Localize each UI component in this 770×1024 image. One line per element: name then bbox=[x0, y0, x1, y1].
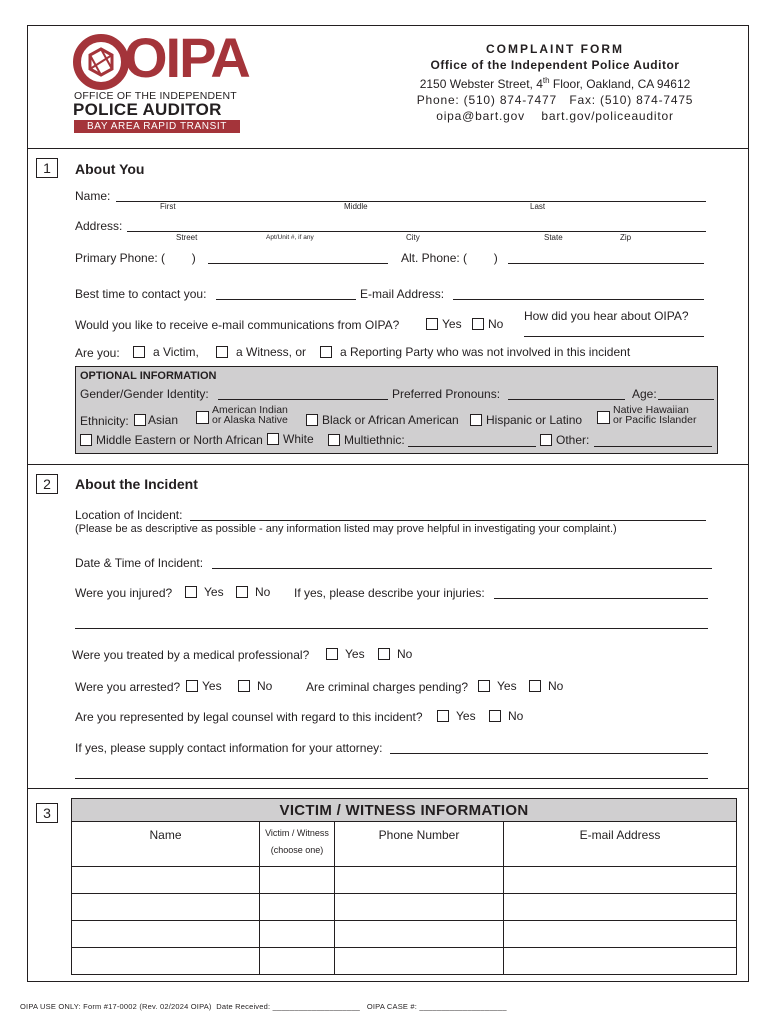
vw-email-cell[interactable] bbox=[504, 921, 737, 948]
office-name: Office of the Independent Police Auditor bbox=[430, 58, 680, 72]
ethnicity-other[interactable]: Other: bbox=[540, 433, 589, 447]
charges-yes-checkbox[interactable] bbox=[478, 680, 490, 692]
footer-date-received: Date Received: ____________________ bbox=[216, 1002, 360, 1011]
section-1-number: 1 bbox=[36, 158, 58, 178]
charges-question: Are criminal charges pending? bbox=[306, 680, 469, 694]
email-comm-question: Would you like to receive e-mail communications from OIPA? bbox=[75, 318, 400, 332]
pronouns-label: Preferred Pronouns: bbox=[392, 387, 501, 401]
counsel-question: Are you represented by legal counsel with regard to this incident? bbox=[75, 710, 423, 724]
role-reporting-party-checkbox[interactable] bbox=[320, 346, 332, 358]
name-first-caption: First bbox=[160, 202, 176, 211]
vw-type-cell[interactable] bbox=[260, 867, 335, 894]
vw-email-cell[interactable] bbox=[504, 894, 737, 921]
logo-wordmark: OIPA bbox=[124, 26, 249, 89]
ethnicity-mena-checkbox[interactable] bbox=[80, 434, 92, 446]
vw-phone-cell[interactable] bbox=[335, 948, 504, 975]
counsel-no-checkbox[interactable] bbox=[489, 710, 501, 722]
name-field[interactable] bbox=[116, 201, 706, 202]
charges-no[interactable]: No bbox=[529, 679, 563, 693]
counsel-yes[interactable]: Yes bbox=[437, 709, 476, 723]
attorney-field[interactable] bbox=[390, 753, 708, 754]
ethnicity-multiethnic[interactable]: Multiethnic: bbox=[328, 433, 405, 447]
ethnicity-label: Ethnicity: bbox=[80, 414, 129, 428]
table-row bbox=[72, 948, 737, 975]
alt-phone-label: Alt. Phone: ( ) bbox=[401, 251, 498, 265]
role-witness[interactable]: a Witness, or bbox=[216, 345, 306, 359]
optional-heading: OPTIONAL INFORMATION bbox=[80, 370, 217, 382]
ethnicity-hispanic-checkbox[interactable] bbox=[470, 414, 482, 426]
ethnicity-nhpi-checkbox[interactable] bbox=[597, 411, 610, 424]
ethnicity-white-checkbox[interactable] bbox=[267, 433, 279, 445]
injuries-field-2[interactable] bbox=[75, 628, 708, 629]
role-reporting-party[interactable]: a Reporting Party who was not involved in this incident bbox=[320, 345, 630, 359]
location-field[interactable] bbox=[190, 520, 706, 521]
best-time-label: Best time to contact you: bbox=[75, 287, 207, 301]
addr-city-caption: City bbox=[406, 233, 420, 242]
location-note: (Please be as descriptive as possible - any information listed may prove helpful in investigating your complaint.) bbox=[75, 523, 617, 535]
vw-col-email: E-mail Address bbox=[504, 822, 737, 867]
datetime-field[interactable] bbox=[212, 568, 712, 569]
addr-apt-caption: Apt/Unit #, if any bbox=[266, 234, 314, 241]
injured-no-checkbox[interactable] bbox=[236, 586, 248, 598]
attorney-label: If yes, please supply contact information for your attorney: bbox=[75, 741, 383, 755]
vw-type-cell[interactable] bbox=[260, 948, 335, 975]
arrested-question: Were you arrested? bbox=[75, 680, 181, 694]
role-victim[interactable]: a Victim, bbox=[133, 345, 199, 359]
multiethnic-field[interactable] bbox=[408, 446, 536, 447]
ethnicity-black[interactable]: Black or African American bbox=[306, 413, 459, 427]
vw-email-cell[interactable] bbox=[504, 867, 737, 894]
injured-question: Were you injured? bbox=[75, 586, 173, 600]
vw-phone-cell[interactable] bbox=[335, 921, 504, 948]
ethnicity-mena[interactable]: Middle Eastern or North African bbox=[80, 433, 263, 447]
medical-no-checkbox[interactable] bbox=[378, 648, 390, 660]
hear-question: How did you hear about OIPA? bbox=[524, 309, 689, 323]
best-time-field[interactable] bbox=[216, 299, 356, 300]
hear-field[interactable] bbox=[524, 336, 704, 337]
are-you-label: Are you: bbox=[75, 346, 120, 360]
vw-col-type: Victim / Witness (choose one) bbox=[260, 822, 335, 867]
counsel-yes-checkbox[interactable] bbox=[437, 710, 449, 722]
vw-phone-cell[interactable] bbox=[335, 867, 504, 894]
injuries-field[interactable] bbox=[494, 598, 708, 599]
age-field[interactable] bbox=[658, 399, 714, 400]
vw-email-cell[interactable] bbox=[504, 948, 737, 975]
section-3-number: 3 bbox=[36, 803, 58, 823]
table-row bbox=[72, 867, 737, 894]
email-comm-yes[interactable]: Yes bbox=[426, 317, 462, 331]
vw-col-name: Name bbox=[72, 822, 260, 867]
header-contact bbox=[380, 42, 730, 124]
logo-line-2: POLICE AUDITOR bbox=[73, 100, 222, 119]
injured-yes-checkbox[interactable] bbox=[185, 586, 197, 598]
ethnicity-nhpi: Native Hawaiian or Pacific Islander bbox=[613, 404, 697, 426]
medical-question: Were you treated by a medical professional? bbox=[72, 648, 310, 662]
addr-zip-caption: Zip bbox=[620, 233, 632, 242]
vw-name-cell[interactable] bbox=[72, 867, 260, 894]
address-field[interactable] bbox=[127, 231, 706, 232]
addr-street-caption: Street bbox=[176, 233, 198, 242]
ethnicity-asian[interactable]: Asian bbox=[134, 413, 178, 427]
office-phone: Phone: (510) 874-7477 Fax: (510) 874-7475 bbox=[416, 93, 694, 107]
arrested-yes[interactable]: Yes bbox=[186, 679, 222, 693]
ethnicity-aian: American Indian or Alaska Native bbox=[212, 404, 288, 426]
medical-yes-checkbox[interactable] bbox=[326, 648, 338, 660]
location-label: Location of Incident: bbox=[75, 508, 183, 522]
arrested-no-checkbox[interactable] bbox=[238, 680, 250, 692]
section-1-title: About You bbox=[75, 161, 145, 177]
addr-state-caption: State bbox=[544, 233, 563, 242]
counsel-no[interactable]: No bbox=[489, 709, 523, 723]
vw-col-phone: Phone Number bbox=[335, 822, 504, 867]
ethnicity-white[interactable]: White bbox=[267, 432, 314, 446]
email-comm-yes-checkbox[interactable] bbox=[426, 318, 438, 330]
vw-table-title: VICTIM / WITNESS INFORMATION bbox=[72, 799, 737, 822]
divider-header bbox=[27, 148, 749, 149]
table-row bbox=[72, 894, 737, 921]
email-field[interactable] bbox=[453, 299, 704, 300]
section-2-title: About the Incident bbox=[75, 476, 198, 492]
office-address: 2150 Webster Street, 4th Floor, Oakland, CA 94612 bbox=[419, 76, 691, 91]
age-label: Age: bbox=[632, 387, 657, 401]
section-2-number: 2 bbox=[36, 474, 58, 494]
logo-line-1: OFFICE OF THE INDEPENDENT bbox=[74, 90, 237, 102]
ethnicity-aian-checkbox[interactable] bbox=[196, 411, 209, 424]
name-label: Name: bbox=[75, 189, 111, 203]
ethnicity-multiethnic-checkbox[interactable] bbox=[328, 434, 340, 446]
name-last-caption: Last bbox=[530, 202, 546, 211]
role-witness-checkbox[interactable] bbox=[216, 346, 228, 358]
logo-line-3: BAY AREA RAPID TRANSIT bbox=[74, 120, 240, 133]
injuries-label: If yes, please describe your injuries: bbox=[294, 586, 485, 600]
vw-type-cell[interactable] bbox=[260, 894, 335, 921]
divider-section-2 bbox=[27, 464, 749, 465]
form-title: COMPLAINT FORM bbox=[486, 42, 624, 56]
footer-form-id: OIPA USE ONLY: Form #17-0002 (Rev. 02/2024 OIPA) Date Received: ____________________ OIPA CASE #: ____________________ bbox=[20, 1002, 507, 1011]
table-row bbox=[72, 921, 737, 948]
address-label: Address: bbox=[75, 219, 123, 233]
gender-label: Gender/Gender Identity: bbox=[80, 387, 209, 401]
name-middle-caption: Middle bbox=[344, 202, 368, 211]
vw-name-cell[interactable] bbox=[72, 894, 260, 921]
email-comm-no[interactable]: No bbox=[472, 317, 503, 331]
ethnicity-hispanic[interactable]: Hispanic or Latino bbox=[470, 413, 582, 427]
gender-field[interactable] bbox=[218, 399, 388, 400]
arrested-yes-checkbox[interactable] bbox=[186, 680, 198, 692]
email-label: E-mail Address: bbox=[360, 287, 445, 301]
vw-phone-cell[interactable] bbox=[335, 894, 504, 921]
datetime-label: Date & Time of Incident: bbox=[75, 556, 204, 570]
pronouns-field[interactable] bbox=[508, 399, 625, 400]
primary-phone-field[interactable] bbox=[208, 263, 388, 264]
attorney-field-2[interactable] bbox=[75, 778, 708, 779]
role-victim-checkbox[interactable] bbox=[133, 346, 145, 358]
other-field[interactable] bbox=[594, 446, 712, 447]
charges-yes[interactable]: Yes bbox=[478, 679, 517, 693]
arrested-no[interactable]: No bbox=[238, 679, 272, 693]
ethnicity-asian-checkbox[interactable] bbox=[134, 414, 146, 426]
injured-yes[interactable]: Yes bbox=[185, 585, 224, 599]
office-web: oipa@bart.gov bart.gov/policeauditor bbox=[436, 109, 674, 123]
ethnicity-black-checkbox[interactable] bbox=[306, 414, 318, 426]
medical-yes[interactable]: Yes bbox=[326, 647, 365, 661]
ethnicity-other-checkbox[interactable] bbox=[540, 434, 552, 446]
email-comm-no-checkbox[interactable] bbox=[472, 318, 484, 330]
vw-type-cell[interactable] bbox=[260, 921, 335, 948]
alt-phone-field[interactable] bbox=[508, 263, 704, 264]
footer-case-number: OIPA CASE #: ____________________ bbox=[366, 1002, 507, 1011]
divider-section-3 bbox=[27, 788, 749, 789]
charges-no-checkbox[interactable] bbox=[529, 680, 541, 692]
vw-name-cell[interactable] bbox=[72, 921, 260, 948]
victim-witness-table bbox=[71, 798, 737, 975]
injured-no[interactable]: No bbox=[236, 585, 270, 599]
primary-phone-label: Primary Phone: ( ) bbox=[75, 251, 196, 265]
vw-name-cell[interactable] bbox=[72, 948, 260, 975]
medical-no[interactable]: No bbox=[378, 647, 412, 661]
